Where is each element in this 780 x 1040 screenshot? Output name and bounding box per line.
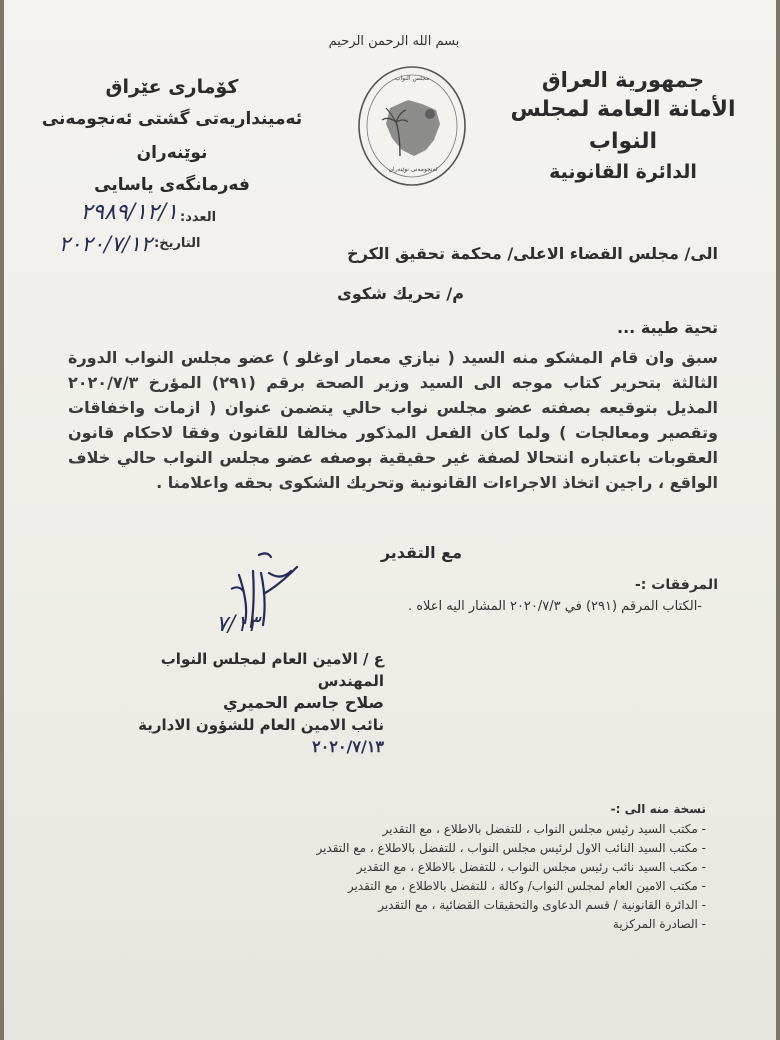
arabic-country: جمهورية العراق: [541, 68, 705, 92]
cc-item: - الدائرة القانونية / قسم الدعاوى والتحقيقات القضائية ، مع التقدير: [378, 898, 706, 912]
number-value: ٢٩٨٩/١٢/١: [80, 200, 178, 225]
kurdish-institution: ئەمینداریەتی گشتی ئەنجومەنی نوێنەران: [41, 109, 303, 163]
letter-page: [4, 0, 776, 1040]
recipient-line: الى/ مجلس القضاء الاعلى/ محكمة تحقيق الكرخ: [347, 244, 718, 263]
arabic-institution: الأمانة العامة لمجلس النواب: [510, 97, 736, 154]
date-value: ٢٠٢٠/٧/١٢: [58, 232, 152, 256]
date-label: التاريخ:: [154, 236, 201, 251]
cc-item: - مكتب السيد رئيس مجلس النواب ، للتفضل بالاطلاع ، مع التقدير: [382, 822, 706, 836]
signature-on-behalf: ع / الامين العام لمجلس النواب: [160, 650, 384, 668]
signatory-title: نائب الامين العام للشؤون الادارية: [138, 716, 384, 734]
signature-honorific: المهندس: [317, 672, 384, 690]
cc-list: [206, 820, 706, 934]
emblem-bottom-text: ئەنجومەنی نوێنەران: [388, 166, 438, 173]
arabic-letterhead: [498, 66, 748, 186]
emblem-top-text: مجلس النواب: [394, 75, 430, 82]
cc-item: - الصادرة المركزية: [612, 917, 706, 931]
cc-item: - مكتب السيد نائب رئيس مجلس النواب ، للتفضل بالاطلاع ، مع التقدير: [356, 860, 706, 874]
kurdish-country: كۆماری عێراق: [105, 76, 239, 98]
signature-block: [134, 648, 384, 758]
subject-line: م/ تحريك شكوى: [337, 284, 464, 303]
number-label: العدد:: [180, 210, 217, 225]
closing-line: مع التقدير: [380, 543, 462, 562]
arabic-department: الدائرة القانونية: [549, 161, 697, 183]
greeting: تحية طيبة ...: [617, 318, 718, 337]
cc-title: نسخة منه الى :-: [610, 802, 706, 816]
kurdish-department: فەرمانگەی یاسایی: [94, 175, 250, 195]
cc-item: - مكتب الامين العام لمجلس النواب/ وكالة ، للتفضل بالاطلاع ، مع التقدير: [347, 879, 706, 893]
signature-date: ٢٠٢٠/٧/١٣: [312, 737, 384, 756]
attachment-item: -الكتاب المرقم (٢٩١) في ٢٠٢٠/٧/٣ المشار اليه اعلاه .: [407, 599, 702, 614]
kurdish-letterhead: [32, 72, 312, 200]
handwritten-initials: ٧/١٣: [216, 612, 259, 637]
attachments-title: المرفقات :-: [634, 577, 718, 593]
basmala: بسم الله الرحمن الرحيم: [328, 34, 460, 49]
cc-item: - مكتب السيد النائب الاول لرئيس مجلس النواب ، للتفضل بالاطلاع ، مع التقدير: [316, 841, 706, 855]
letter-body: سبق وان قام المشكو منه السيد ( نيازي معمار اوغلو ) عضو مجلس النواب الدورة الثالثة بتحرير كتاب موجه الى السيد وزير الصحة برقم (٢٩١) المؤرخ ٢٠٢٠/٧/٣ المذيل بتوقيعه بصفته عضو مجلس نواب حالي يتضمن عنوان ( ازمات واخفاقات وتقصير ومعالجات ) ولما كان الفعل المذكور مخالفا للقانون وفقا لاحكام قانون العقوبات باعتباره انتحالا لصفة غير حقيقية بوصفه عضو مجلس النواب حالي خلاف الواقع ، راجين اتخاذ الاجراءات القانونية وتحريك الشكوى بحقه واعلامنا .: [68, 348, 718, 492]
handwritten-signature-icon: [209, 545, 319, 655]
signatory-name: صلاح جاسم الحميري: [223, 693, 384, 712]
